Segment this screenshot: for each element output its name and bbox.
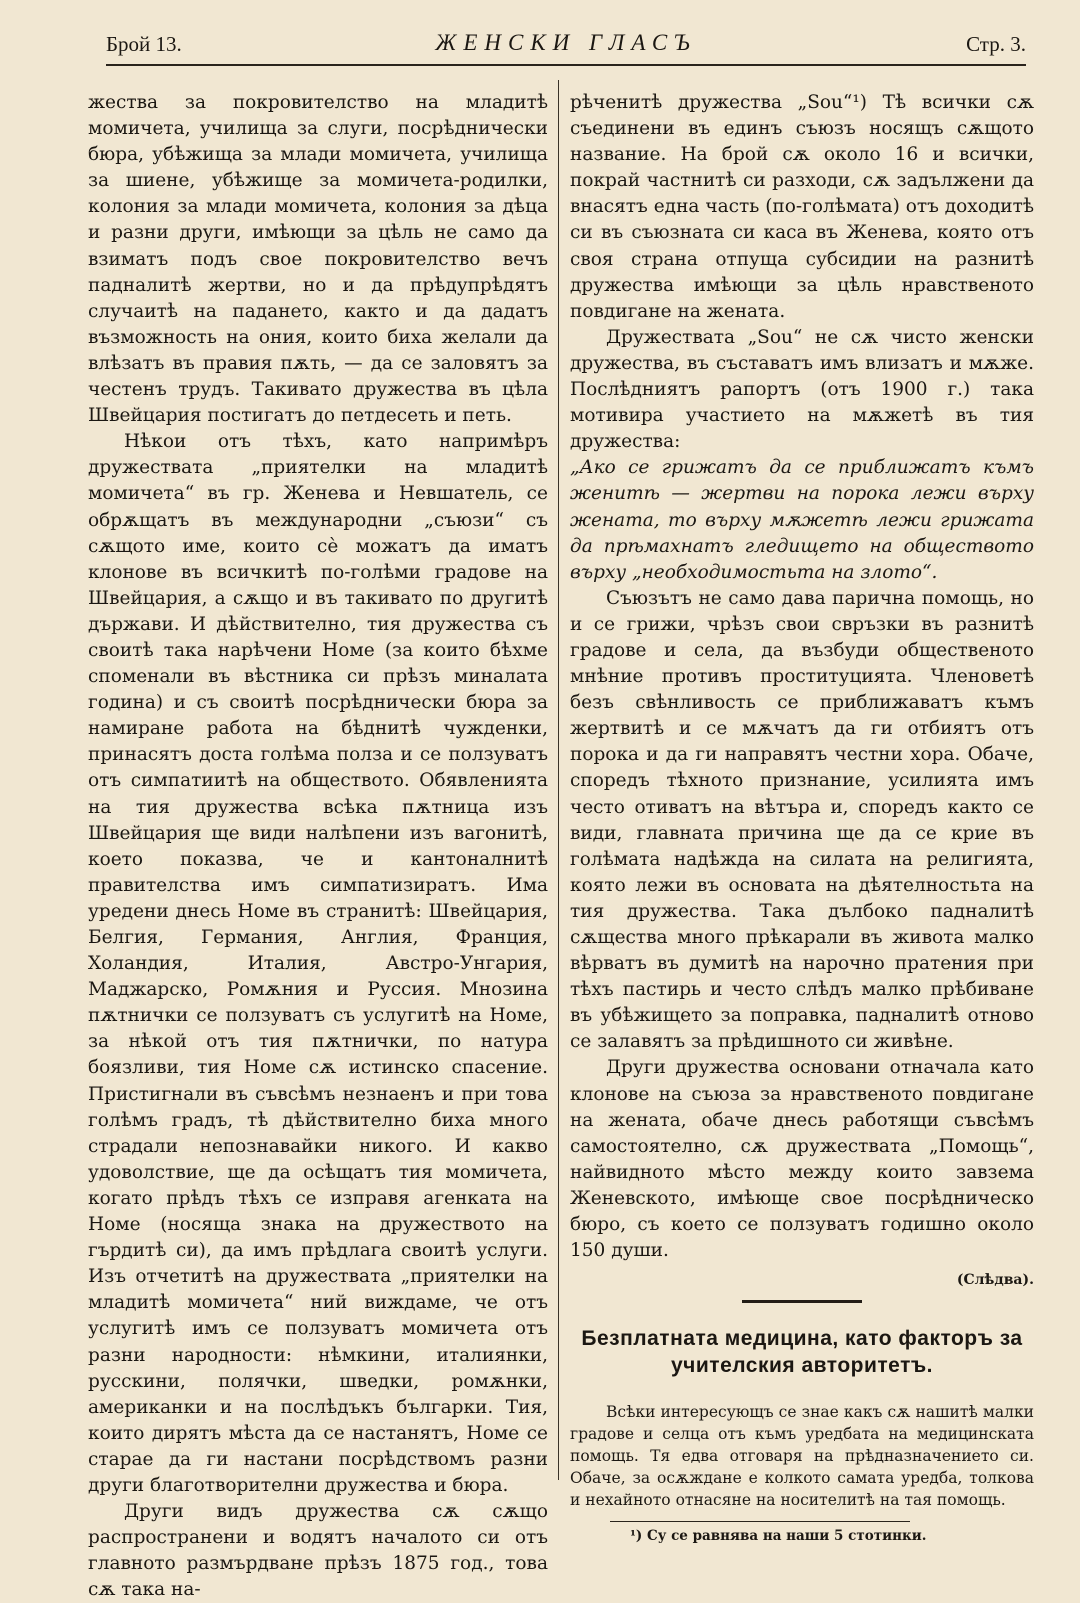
footnote: ¹) Су се равнява на наши 5 стотинки. — [630, 1528, 927, 1545]
article-title: Безплатната медицина, като факторъ за учителския авторитетъ. — [581, 1327, 1023, 1378]
page-header — [106, 24, 1026, 66]
issue-number: Брой 13. — [106, 32, 182, 56]
left-paragraph-3: Други видъ дружества сѫ сѫщо распространени и водятъ началото си отъ главното размърдване прѣзъ 1875 год., това сѫ така на- — [88, 1501, 548, 1601]
left-column — [88, 90, 548, 1603]
column-divider — [558, 80, 559, 1480]
right-quote: „Ако се грижатъ да се приближатъ къмъ женитѣ — жертви на порока лежи върху жената, то върху мѫжетѣ лежи грижата да прѣмахнатъ гледището на обществото върху „необходимостьта на злото“. — [570, 457, 1034, 583]
right-paragraph-4: Други дружества основани отначала като клонове на съюза за нравственото повдигане на жената, обаче днесь работящи съвсѣмъ самостоятелно, сѫ дружествата „Помощь“, найвидното мѣсто между които завзема Женевското, имѣюще свое посрѣдническо бюро, съ което се ползуватъ годишно около 150 души. — [570, 1057, 1034, 1262]
right-column — [570, 90, 1034, 1546]
page-number: Стр. 3. — [966, 32, 1026, 56]
footnote-rule — [610, 1521, 910, 1522]
left-paragraph-1: жества за покровителство на младитѣ момичета, училища за слуги, посрѣднически бюра, убѣжища за млади момичета, училища за шиене, убѣжище за момичета-родилки, колония за млади момичета, колония за дѣца и разни други, имѣющи за цѣль не само да взиматъ подъ свое покровителство вечъ падналитѣ жертви, но и да прѣдупрѣдятъ случаитѣ на падането, както и да дадатъ възможность на ония, които биха желали да влѣзатъ въ правия пѫть, — да се заловятъ за честенъ трудъ. Такивато дружества въ цѣла Швейцария постигатъ до петдесеть и петь. — [88, 92, 548, 427]
section-separator — [742, 1300, 862, 1303]
right-paragraph-2: Дружествата „Sou“ не сѫ чисто женски дружества, въ съставатъ имъ влизатъ и мѫже. Послѣдниятъ рапортъ (отъ 1900 г.) така мотивира участието на мѫжетѣ въ тия дружества: — [570, 326, 1034, 453]
right-paragraph-1: рѣченитѣ дружества „Sou“¹) Тѣ всички сѫ съединени въ единъ съюзъ носящъ сѫщото название. На брой сѫ около 16 и всички, покрай частнитѣ си разходи, сѫ задължени да внасятъ една часть (по-голѣмата) отъ доходитѣ си въ съюзната си каса въ Женева, която отъ своя страна отпуща субсидии на разнитѣ дружества имѣющи за цѣль нравственото повдигане на жената. — [570, 92, 1034, 322]
newspaper-title: ЖЕНСКИ ГЛАСЪ — [435, 30, 697, 55]
right-paragraph-3: Съюзътъ не само дава парична помощь, но и се грижи, чрѣзъ свои свръзки въ разнитѣ градове и села, да възбуди общественото мнѣние противъ проституцията. Членоветѣ безъ свѣнливость се приближаватъ къмъ жертвитѣ и се мѫчатъ да ги отбиятъ отъ порока и да ги направятъ честни хора. Обаче, споредъ тѣхното признание, усилията имъ често отиватъ на вѣтъра и, споредъ както се види, главната причина ще да се крие въ голѣмата надѣжда на силата на религията, която лежи въ основата на дѣятелностьта на тия дружества. Така дълбоко падналитѣ сѫщества много прѣкарали въ живота малко вѣрватъ въ думитѣ на нарочно пратения при тѣхъ пастирь и често слѣдъ малко прѣбиване въ убѣжището за поправка, падналитѣ отново се залавятъ за прѣдишното си живѣне. — [570, 587, 1034, 1053]
article-paragraph: Всѣки интересующъ се знае какъ сѫ нашитѣ малки градове и селца отъ къмъ уредбата на медицинската помощь. Тя едва отговаря на прѣдназначението си. Обаче, за осѫждане е колкото самата уредба, толкова и нехайното отнасяне на носителитѣ на тая помощь. — [570, 1403, 1034, 1510]
continued-note: (Слѣдва). — [956, 1272, 1034, 1289]
left-paragraph-2: Нѣкои отъ тѣхъ, като напримѣръ дружествата „приятелки на младитѣ момичета“ въ гр. Женева и Невшатель, се обрѫщатъ въ международни „съюзи“ съ сѫщото име, които сѐ можатъ да иматъ клонове въ всичкитѣ по-голѣми градове на Швейцария, а сѫщо и въ такивато по другитѣ държави. И дѣйствително, тия дружества съ своитѣ така нарѣчени Номе (за които бѣхме споменали въ вѣстника си прѣзъ миналата година) и съ своитѣ посрѣднически бюра за намиране работа на бѣднитѣ чужденки, принасятъ доста голѣма полза и се ползуватъ отъ симпатиитѣ на обществото. Обявленията на тия дружества всѣка пѫтница изъ Швейцария ще види налѣпени изъ вагонитѣ, което показва, че и кантоналнитѣ правителства имъ симпатизиратъ. Има уредени днесь Номе въ странитѣ: Швейцария, Белгия, Германия, Англия, Франция, Холандия, Италия, Австро-Унгария, Маджарско, Ромѫния и Руссия. Мнозина пѫтнички се ползуватъ съ услугитѣ на Номе, за нѣкой отъ тия пѫтнички, по натура боязливи, тия Номе сѫ истинско спасение. Пристигнали въ съвсѣмъ незнаенъ и при това голѣмъ градъ, тѣ дѣйствително биха много страдали непознавайки никого. И какво удоволствие, ще да осѣщатъ тия момичета, когато прѣдъ тѣхъ се изправя агенката на Номе (носяща знака на дружеството на гърдитѣ си), да имъ прѣдлага своитѣ услуги. Изъ отчетитѣ на дружествата „приятелки на младитѣ момичета“ ний виждаме, че отъ услугитѣ имъ се ползуватъ момичета отъ разни народности: нѣмкини, италиянки, русскини, полячки, шведки, ромѫнки, американки и на послѣдъкъ българки. Тия, които дирятъ мѣста да се настанятъ, Номе се старае да ги настани посрѣдствомъ разни други благотворителни дружества и бюра. — [88, 431, 548, 1496]
